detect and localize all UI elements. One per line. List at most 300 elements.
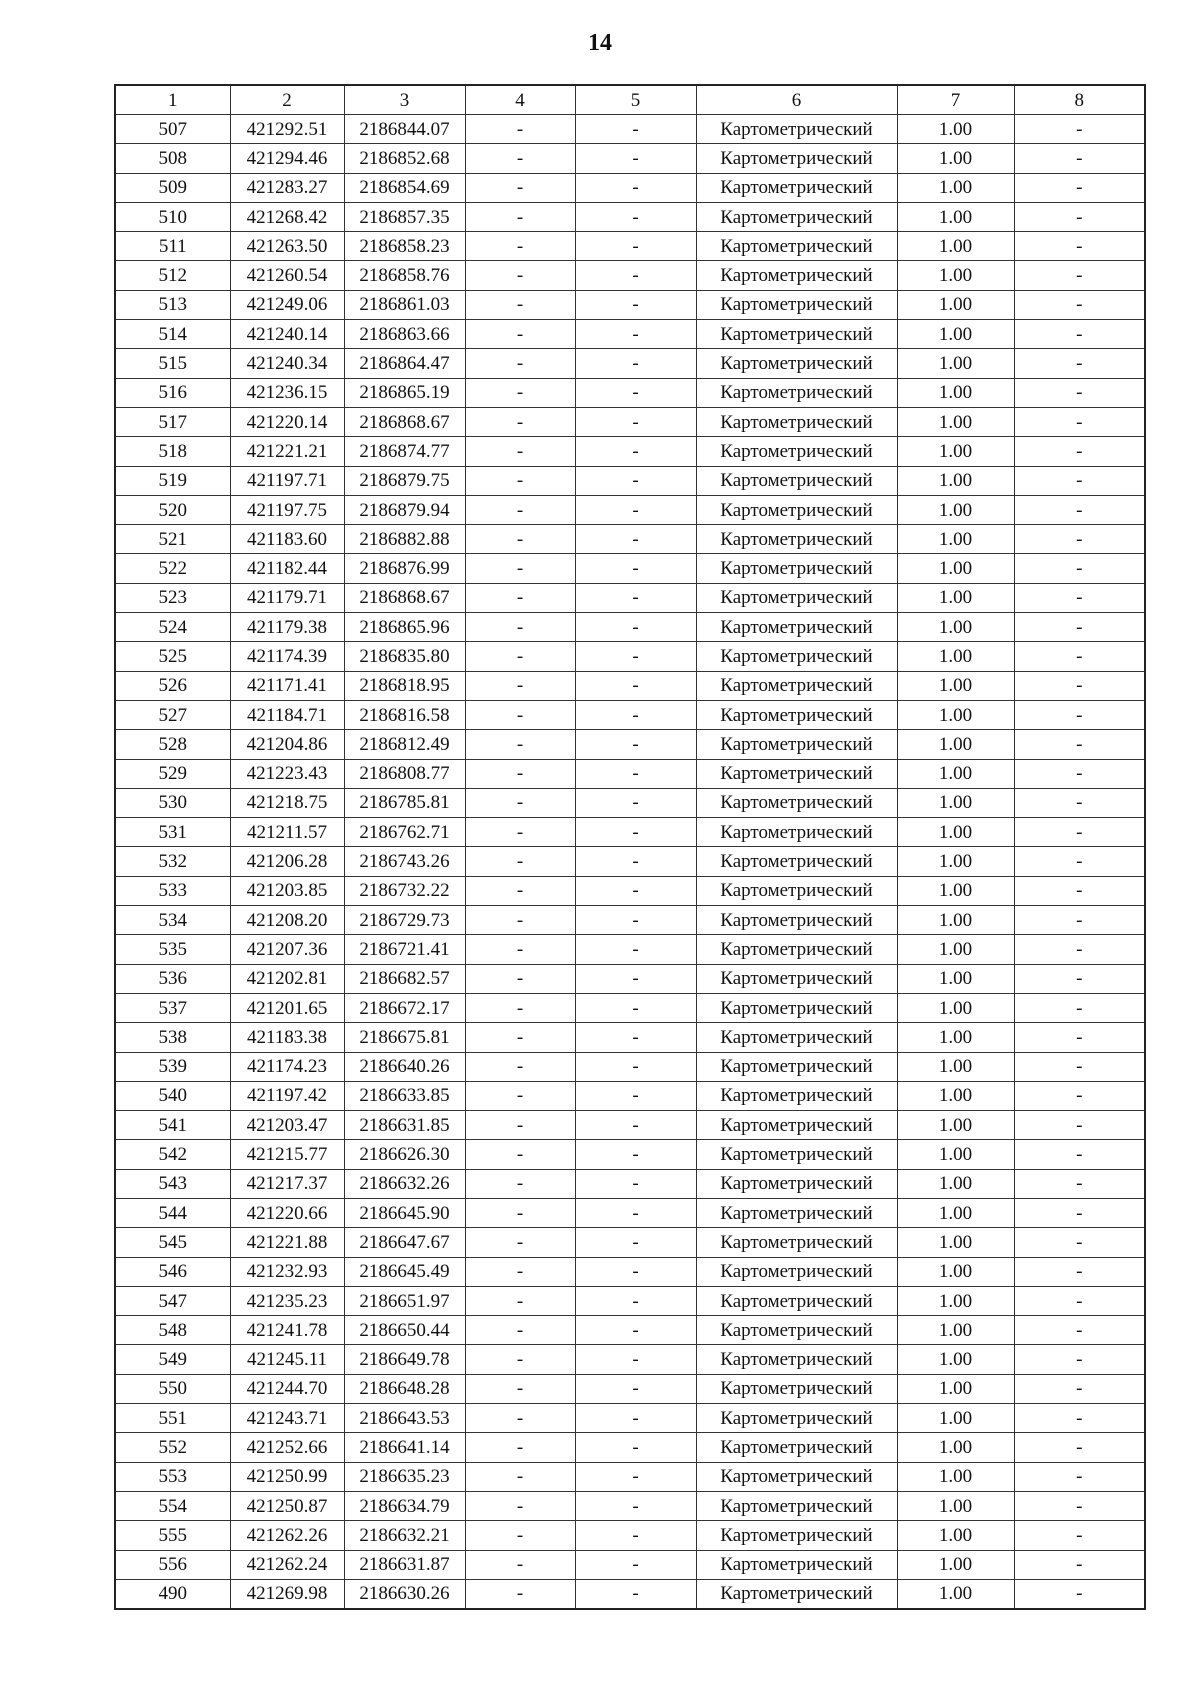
table-body bbox=[115, 115, 1145, 1610]
table-cell: 1.00 bbox=[897, 437, 1014, 466]
table-cell: Картометрический bbox=[696, 1140, 897, 1169]
table-cell: 1.00 bbox=[897, 525, 1014, 554]
table-cell: Картометрический bbox=[696, 1169, 897, 1198]
table-cell: - bbox=[575, 115, 696, 144]
table-cell: 1.00 bbox=[897, 173, 1014, 202]
table-cell: 421203.85 bbox=[230, 876, 344, 905]
table-cell: - bbox=[465, 202, 575, 231]
table-cell: - bbox=[575, 1521, 696, 1550]
table-cell: Картометрический bbox=[696, 1491, 897, 1520]
table-cell: Картометрический bbox=[696, 525, 897, 554]
table-cell: 2186864.47 bbox=[344, 349, 465, 378]
table-cell: 421179.38 bbox=[230, 613, 344, 642]
table-cell: 421252.66 bbox=[230, 1433, 344, 1462]
table-cell: 421292.51 bbox=[230, 115, 344, 144]
table-cell: 421184.71 bbox=[230, 700, 344, 729]
table-cell: 1.00 bbox=[897, 1462, 1014, 1491]
table-cell: - bbox=[465, 437, 575, 466]
table-cell: 2186808.77 bbox=[344, 759, 465, 788]
table-cell: 2186857.35 bbox=[344, 202, 465, 231]
table-cell: 513 bbox=[115, 290, 230, 319]
table-cell: 421197.42 bbox=[230, 1081, 344, 1110]
table-row bbox=[115, 1198, 1145, 1227]
table-cell: 2186650.44 bbox=[344, 1316, 465, 1345]
table-cell: 2186874.77 bbox=[344, 437, 465, 466]
table-cell: 1.00 bbox=[897, 1491, 1014, 1520]
table-cell: - bbox=[465, 1140, 575, 1169]
table-cell: - bbox=[1014, 495, 1145, 524]
table-cell: 2186785.81 bbox=[344, 788, 465, 817]
table-cell: 421197.75 bbox=[230, 495, 344, 524]
table-cell: 531 bbox=[115, 818, 230, 847]
table-cell: 421269.98 bbox=[230, 1579, 344, 1609]
table-cell: Картометрический bbox=[696, 583, 897, 612]
table-cell: 2186648.28 bbox=[344, 1374, 465, 1403]
table-row bbox=[115, 1374, 1145, 1403]
table-cell: 421220.14 bbox=[230, 407, 344, 436]
table-cell: 2186868.67 bbox=[344, 583, 465, 612]
table-cell: 2186632.26 bbox=[344, 1169, 465, 1198]
table-cell: 2186844.07 bbox=[344, 115, 465, 144]
table-cell: 1.00 bbox=[897, 1081, 1014, 1110]
table-cell: - bbox=[575, 1198, 696, 1227]
table-cell: 2186858.23 bbox=[344, 232, 465, 261]
table-cell: 1.00 bbox=[897, 583, 1014, 612]
table-cell: 421217.37 bbox=[230, 1169, 344, 1198]
table-row bbox=[115, 1579, 1145, 1609]
table-cell: 547 bbox=[115, 1286, 230, 1315]
table-cell: 1.00 bbox=[897, 144, 1014, 173]
table-cell: - bbox=[1014, 1404, 1145, 1433]
table-cell: - bbox=[1014, 290, 1145, 319]
table-cell: - bbox=[575, 232, 696, 261]
table-cell: 1.00 bbox=[897, 1433, 1014, 1462]
table-row bbox=[115, 906, 1145, 935]
table-row bbox=[115, 495, 1145, 524]
table-cell: - bbox=[1014, 554, 1145, 583]
table-cell: - bbox=[575, 437, 696, 466]
table-cell: 2186631.87 bbox=[344, 1550, 465, 1579]
table-cell: 2186635.23 bbox=[344, 1462, 465, 1491]
table-cell: 490 bbox=[115, 1579, 230, 1609]
table-cell: - bbox=[1014, 700, 1145, 729]
table-cell: 421232.93 bbox=[230, 1257, 344, 1286]
table-cell: 523 bbox=[115, 583, 230, 612]
table-cell: Картометрический bbox=[696, 847, 897, 876]
table-cell: - bbox=[575, 1491, 696, 1520]
table-cell: - bbox=[465, 1198, 575, 1227]
table-cell: - bbox=[1014, 378, 1145, 407]
table-cell: Картометрический bbox=[696, 788, 897, 817]
table-cell: 2186721.41 bbox=[344, 935, 465, 964]
table-cell: - bbox=[1014, 1257, 1145, 1286]
table-cell: 514 bbox=[115, 320, 230, 349]
table-cell: Картометрический bbox=[696, 1081, 897, 1110]
table-cell: 1.00 bbox=[897, 788, 1014, 817]
table-cell: Картометрический bbox=[696, 1111, 897, 1140]
table-cell: - bbox=[575, 466, 696, 495]
table-cell: 2186675.81 bbox=[344, 1023, 465, 1052]
table-cell: - bbox=[1014, 144, 1145, 173]
table-cell: - bbox=[465, 466, 575, 495]
table-cell: - bbox=[1014, 1579, 1145, 1609]
table-cell: 512 bbox=[115, 261, 230, 290]
table-cell: - bbox=[1014, 232, 1145, 261]
table-row bbox=[115, 1491, 1145, 1520]
table-cell: 538 bbox=[115, 1023, 230, 1052]
table-cell: 527 bbox=[115, 700, 230, 729]
table-cell: - bbox=[465, 642, 575, 671]
table-cell: 1.00 bbox=[897, 876, 1014, 905]
table-cell: 536 bbox=[115, 964, 230, 993]
table-cell: Картометрический bbox=[696, 173, 897, 202]
table-cell: - bbox=[1014, 1550, 1145, 1579]
table-row bbox=[115, 320, 1145, 349]
table-cell: 421263.50 bbox=[230, 232, 344, 261]
table-cell: Картометрический bbox=[696, 290, 897, 319]
table-cell: Картометрический bbox=[696, 964, 897, 993]
table-cell: - bbox=[1014, 583, 1145, 612]
table-cell: - bbox=[575, 320, 696, 349]
table-cell: 2186645.49 bbox=[344, 1257, 465, 1286]
table-cell: 1.00 bbox=[897, 1257, 1014, 1286]
table-cell: 1.00 bbox=[897, 407, 1014, 436]
table-cell: - bbox=[1014, 1491, 1145, 1520]
table-cell: 421183.38 bbox=[230, 1023, 344, 1052]
table-cell: 539 bbox=[115, 1052, 230, 1081]
table-cell: 1.00 bbox=[897, 261, 1014, 290]
table-cell: - bbox=[575, 1140, 696, 1169]
table-cell: - bbox=[575, 407, 696, 436]
table-cell: 1.00 bbox=[897, 495, 1014, 524]
table-cell: 543 bbox=[115, 1169, 230, 1198]
table-cell: 421240.14 bbox=[230, 320, 344, 349]
column-header: 5 bbox=[575, 85, 696, 115]
table-cell: 2186641.14 bbox=[344, 1433, 465, 1462]
table-cell: 421208.20 bbox=[230, 906, 344, 935]
table-cell: 510 bbox=[115, 202, 230, 231]
table-cell: - bbox=[1014, 993, 1145, 1022]
table-cell: - bbox=[575, 1052, 696, 1081]
table-cell: - bbox=[1014, 964, 1145, 993]
column-header: 1 bbox=[115, 85, 230, 115]
table-cell: 1.00 bbox=[897, 730, 1014, 759]
table-cell: - bbox=[465, 525, 575, 554]
table-cell: Картометрический bbox=[696, 1462, 897, 1491]
table-cell: 1.00 bbox=[897, 1111, 1014, 1140]
table-cell: 1.00 bbox=[897, 554, 1014, 583]
table-cell: 519 bbox=[115, 466, 230, 495]
table-cell: 542 bbox=[115, 1140, 230, 1169]
table-cell: Картометрический bbox=[696, 1257, 897, 1286]
table-cell: 534 bbox=[115, 906, 230, 935]
table-cell: - bbox=[465, 261, 575, 290]
table-cell: 421182.44 bbox=[230, 554, 344, 583]
table-cell: 1.00 bbox=[897, 320, 1014, 349]
table-cell: 546 bbox=[115, 1257, 230, 1286]
table-cell: 421174.23 bbox=[230, 1052, 344, 1081]
table-cell: Картометрический bbox=[696, 378, 897, 407]
table-row bbox=[115, 1316, 1145, 1345]
table-cell: - bbox=[575, 1550, 696, 1579]
table-row bbox=[115, 1521, 1145, 1550]
table-cell: 421221.88 bbox=[230, 1228, 344, 1257]
table-cell: 421250.99 bbox=[230, 1462, 344, 1491]
table-cell: 421215.77 bbox=[230, 1140, 344, 1169]
table-cell: - bbox=[1014, 613, 1145, 642]
table-cell: - bbox=[465, 349, 575, 378]
table-cell: - bbox=[1014, 671, 1145, 700]
table-cell: - bbox=[465, 818, 575, 847]
table-cell: 1.00 bbox=[897, 1345, 1014, 1374]
table-cell: - bbox=[1014, 261, 1145, 290]
table-cell: 2186632.21 bbox=[344, 1521, 465, 1550]
column-header: 6 bbox=[696, 85, 897, 115]
table-cell: - bbox=[465, 1228, 575, 1257]
table-cell: - bbox=[465, 1316, 575, 1345]
table-cell: 2186835.80 bbox=[344, 642, 465, 671]
table-cell: 421197.71 bbox=[230, 466, 344, 495]
table-cell: Картометрический bbox=[696, 700, 897, 729]
table-cell: 2186630.26 bbox=[344, 1579, 465, 1609]
table-cell: - bbox=[465, 613, 575, 642]
table-cell: 421220.66 bbox=[230, 1198, 344, 1227]
table-cell: 524 bbox=[115, 613, 230, 642]
table-cell: 1.00 bbox=[897, 642, 1014, 671]
column-header: 7 bbox=[897, 85, 1014, 115]
table-cell: - bbox=[575, 993, 696, 1022]
table-cell: 1.00 bbox=[897, 759, 1014, 788]
table-cell: 1.00 bbox=[897, 1286, 1014, 1315]
table-cell: - bbox=[1014, 1286, 1145, 1315]
table-cell: 532 bbox=[115, 847, 230, 876]
table-cell: - bbox=[1014, 1316, 1145, 1345]
table-cell: 540 bbox=[115, 1081, 230, 1110]
table-row bbox=[115, 202, 1145, 231]
table-cell: 1.00 bbox=[897, 993, 1014, 1022]
table-cell: - bbox=[1014, 1081, 1145, 1110]
table-cell: Картометрический bbox=[696, 261, 897, 290]
page-number: 14 bbox=[588, 30, 612, 56]
table-row bbox=[115, 1550, 1145, 1579]
table-cell: 2186863.66 bbox=[344, 320, 465, 349]
table-cell: Картометрический bbox=[696, 144, 897, 173]
table-cell: - bbox=[575, 642, 696, 671]
table-cell: - bbox=[465, 1404, 575, 1433]
table-cell: - bbox=[1014, 818, 1145, 847]
table-row bbox=[115, 1286, 1145, 1315]
table-cell: 518 bbox=[115, 437, 230, 466]
table-cell: - bbox=[465, 115, 575, 144]
table-row bbox=[115, 407, 1145, 436]
table-cell: - bbox=[1014, 115, 1145, 144]
table-cell: 1.00 bbox=[897, 202, 1014, 231]
table-cell: - bbox=[575, 1257, 696, 1286]
table-cell: 554 bbox=[115, 1491, 230, 1520]
table-cell: Картометрический bbox=[696, 232, 897, 261]
table-cell: - bbox=[1014, 1521, 1145, 1550]
table-cell: - bbox=[465, 1023, 575, 1052]
table-cell: 421243.71 bbox=[230, 1404, 344, 1433]
table-cell: 521 bbox=[115, 525, 230, 554]
table-cell: Картометрический bbox=[696, 407, 897, 436]
table-cell: - bbox=[1014, 1228, 1145, 1257]
table-cell: 2186861.03 bbox=[344, 290, 465, 319]
table-cell: 551 bbox=[115, 1404, 230, 1433]
table-cell: 421207.36 bbox=[230, 935, 344, 964]
table-cell: 507 bbox=[115, 115, 230, 144]
table-cell: 2186640.26 bbox=[344, 1052, 465, 1081]
table-cell: - bbox=[465, 1169, 575, 1198]
table-cell: - bbox=[575, 261, 696, 290]
table-cell: 552 bbox=[115, 1433, 230, 1462]
column-header: 2 bbox=[230, 85, 344, 115]
table-cell: - bbox=[575, 525, 696, 554]
table-cell: - bbox=[575, 378, 696, 407]
table-cell: - bbox=[575, 1286, 696, 1315]
table-cell: - bbox=[575, 173, 696, 202]
table-cell: 548 bbox=[115, 1316, 230, 1345]
table-cell: 2186672.17 bbox=[344, 993, 465, 1022]
table-cell: Картометрический bbox=[696, 993, 897, 1022]
table-cell: 2186651.97 bbox=[344, 1286, 465, 1315]
table-cell: Картометрический bbox=[696, 906, 897, 935]
table-cell: - bbox=[465, 1052, 575, 1081]
table-cell: 421262.26 bbox=[230, 1521, 344, 1550]
table-cell: 421260.54 bbox=[230, 261, 344, 290]
table-cell: 1.00 bbox=[897, 349, 1014, 378]
table-cell: 1.00 bbox=[897, 466, 1014, 495]
table-cell: 553 bbox=[115, 1462, 230, 1491]
table-cell: - bbox=[1014, 876, 1145, 905]
table-cell: - bbox=[575, 1111, 696, 1140]
table-cell: 421183.60 bbox=[230, 525, 344, 554]
table-row bbox=[115, 1433, 1145, 1462]
table-cell: - bbox=[575, 1023, 696, 1052]
table-cell: Картометрический bbox=[696, 554, 897, 583]
table-cell: 509 bbox=[115, 173, 230, 202]
table-cell: 545 bbox=[115, 1228, 230, 1257]
table-cell: 1.00 bbox=[897, 1140, 1014, 1169]
table-cell: 1.00 bbox=[897, 964, 1014, 993]
table-cell: - bbox=[1014, 642, 1145, 671]
table-cell: 2186882.88 bbox=[344, 525, 465, 554]
table-cell: 544 bbox=[115, 1198, 230, 1227]
table-cell: - bbox=[1014, 1433, 1145, 1462]
table-cell: 2186879.94 bbox=[344, 495, 465, 524]
table-row bbox=[115, 378, 1145, 407]
table-cell: 1.00 bbox=[897, 1023, 1014, 1052]
table-cell: - bbox=[1014, 466, 1145, 495]
table-cell: - bbox=[465, 495, 575, 524]
table-cell: - bbox=[1014, 407, 1145, 436]
table-cell: 421294.46 bbox=[230, 144, 344, 173]
table-cell: - bbox=[465, 1257, 575, 1286]
table-cell: 1.00 bbox=[897, 290, 1014, 319]
table-cell: 2186643.53 bbox=[344, 1404, 465, 1433]
column-header: 8 bbox=[1014, 85, 1145, 115]
table-cell: 515 bbox=[115, 349, 230, 378]
table-cell: - bbox=[465, 759, 575, 788]
table-cell: 2186854.69 bbox=[344, 173, 465, 202]
table-cell: Картометрический bbox=[696, 1228, 897, 1257]
table-cell: 537 bbox=[115, 993, 230, 1022]
table-cell: 421283.27 bbox=[230, 173, 344, 202]
table-cell: 2186852.68 bbox=[344, 144, 465, 173]
table-cell: Картометрический bbox=[696, 1433, 897, 1462]
table-cell: Картометрический bbox=[696, 730, 897, 759]
table-cell: 421235.23 bbox=[230, 1286, 344, 1315]
table-row bbox=[115, 1462, 1145, 1491]
table-cell: - bbox=[575, 1404, 696, 1433]
table-cell: 1.00 bbox=[897, 1521, 1014, 1550]
table-cell: Картометрический bbox=[696, 437, 897, 466]
table-cell: 421171.41 bbox=[230, 671, 344, 700]
table-row bbox=[115, 349, 1145, 378]
table-cell: - bbox=[465, 906, 575, 935]
table-cell: - bbox=[465, 1286, 575, 1315]
table-cell: - bbox=[575, 583, 696, 612]
table-cell: - bbox=[465, 1433, 575, 1462]
table-cell: 421179.71 bbox=[230, 583, 344, 612]
table-cell: Картометрический bbox=[696, 495, 897, 524]
table-cell: - bbox=[1014, 437, 1145, 466]
table-cell: Картометрический bbox=[696, 115, 897, 144]
table-cell: Картометрический bbox=[696, 613, 897, 642]
table-row bbox=[115, 1228, 1145, 1257]
table-row bbox=[115, 115, 1145, 144]
table-cell: 2186858.76 bbox=[344, 261, 465, 290]
table-cell: - bbox=[1014, 906, 1145, 935]
table-cell: - bbox=[1014, 1140, 1145, 1169]
table-cell: 1.00 bbox=[897, 906, 1014, 935]
table-cell: 2186876.99 bbox=[344, 554, 465, 583]
table-cell: - bbox=[465, 788, 575, 817]
table-cell: - bbox=[575, 1462, 696, 1491]
table-cell: 1.00 bbox=[897, 1374, 1014, 1403]
table-header-row bbox=[115, 85, 1145, 115]
table-cell: - bbox=[465, 730, 575, 759]
table-row bbox=[115, 700, 1145, 729]
table-cell: 421241.78 bbox=[230, 1316, 344, 1345]
table-cell: - bbox=[465, 1111, 575, 1140]
table-cell: 516 bbox=[115, 378, 230, 407]
table-cell: - bbox=[1014, 1052, 1145, 1081]
table-cell: Картометрический bbox=[696, 935, 897, 964]
table-row bbox=[115, 613, 1145, 642]
table-row bbox=[115, 935, 1145, 964]
table-row bbox=[115, 876, 1145, 905]
table-cell: - bbox=[1014, 202, 1145, 231]
table-cell: 2186631.85 bbox=[344, 1111, 465, 1140]
table-cell: Картометрический bbox=[696, 320, 897, 349]
table-cell: - bbox=[575, 906, 696, 935]
table-cell: 529 bbox=[115, 759, 230, 788]
table-cell: - bbox=[575, 1169, 696, 1198]
table-row bbox=[115, 173, 1145, 202]
table-cell: 2186816.58 bbox=[344, 700, 465, 729]
table-cell: - bbox=[1014, 1169, 1145, 1198]
table-cell: Картометрический bbox=[696, 202, 897, 231]
table-cell: - bbox=[465, 290, 575, 319]
table-row bbox=[115, 964, 1145, 993]
table-cell: - bbox=[465, 144, 575, 173]
table-cell: 1.00 bbox=[897, 1198, 1014, 1227]
table-cell: 421201.65 bbox=[230, 993, 344, 1022]
table-cell: - bbox=[465, 232, 575, 261]
table-cell: 2186626.30 bbox=[344, 1140, 465, 1169]
table-cell: 1.00 bbox=[897, 847, 1014, 876]
